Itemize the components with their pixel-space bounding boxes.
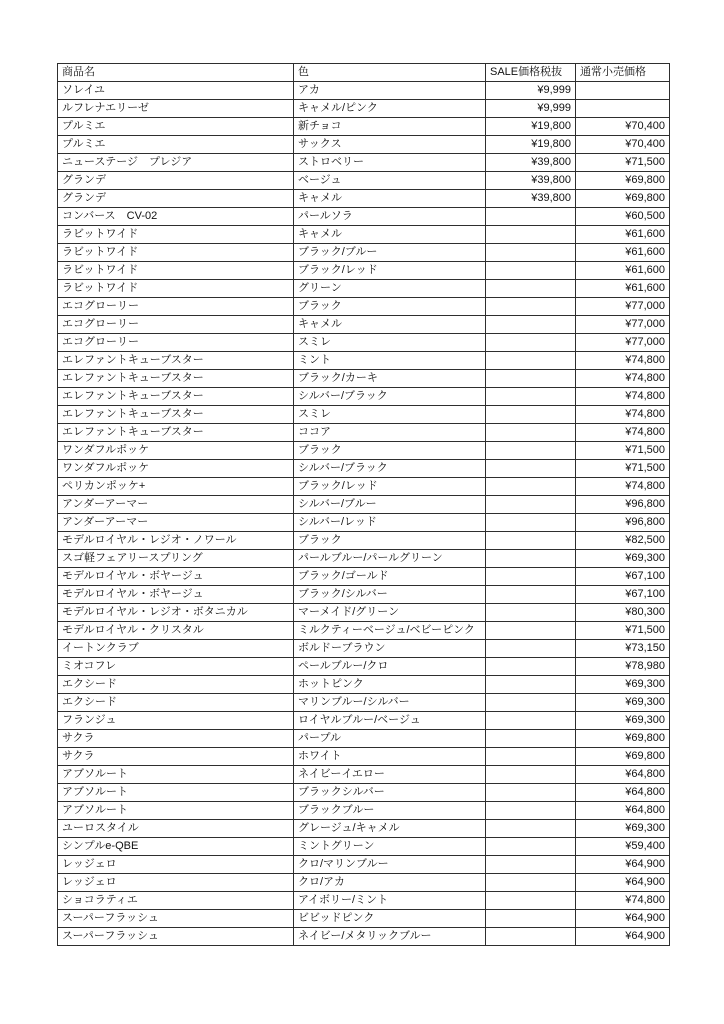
sale-price-cell <box>486 766 576 784</box>
regular-price-cell: ¥67,100 <box>576 586 670 604</box>
regular-price-cell: ¥74,800 <box>576 370 670 388</box>
sale-price-cell <box>486 370 576 388</box>
regular-price-cell: ¥96,800 <box>576 496 670 514</box>
regular-price-cell: ¥82,500 <box>576 532 670 550</box>
table-row <box>58 748 670 766</box>
product-name-cell: レッジェロ <box>58 874 294 892</box>
color-cell: パールソラ <box>294 208 486 226</box>
sale-price-cell <box>486 532 576 550</box>
sale-price-cell <box>486 604 576 622</box>
product-name-cell: アンダーアーマー <box>58 514 294 532</box>
color-cell: スミレ <box>294 406 486 424</box>
column-header-product-name: 商品名 <box>58 64 294 82</box>
color-cell: ホワイト <box>294 748 486 766</box>
color-cell: グリーン <box>294 280 486 298</box>
sale-price-cell <box>486 640 576 658</box>
regular-price-cell: ¥69,800 <box>576 748 670 766</box>
color-cell: ブラック <box>294 442 486 460</box>
regular-price-cell: ¥73,150 <box>576 640 670 658</box>
sale-price-cell <box>486 334 576 352</box>
table-row <box>58 100 670 118</box>
regular-price-cell: ¥96,800 <box>576 514 670 532</box>
product-name-cell: エレファントキューブスター <box>58 370 294 388</box>
sale-price-cell: ¥9,999 <box>486 100 576 118</box>
sale-price-cell <box>486 856 576 874</box>
product-name-cell: プルミエ <box>58 118 294 136</box>
product-name-cell: モデルロイヤル・ボヤージュ <box>58 586 294 604</box>
table-row <box>58 676 670 694</box>
table-row <box>58 532 670 550</box>
table-row <box>58 406 670 424</box>
color-cell: ミント <box>294 352 486 370</box>
color-cell: ミルクティーベージュ/ベビーピンク <box>294 622 486 640</box>
sale-price-cell <box>486 838 576 856</box>
product-name-cell: ミオコフレ <box>58 658 294 676</box>
product-name-cell: グランデ <box>58 172 294 190</box>
regular-price-cell: ¥59,400 <box>576 838 670 856</box>
sale-price-cell <box>486 784 576 802</box>
table-row <box>58 172 670 190</box>
product-name-cell: サクラ <box>58 730 294 748</box>
product-name-cell: プルミエ <box>58 136 294 154</box>
table-row <box>58 568 670 586</box>
color-cell: パールブルー/パールグリーン <box>294 550 486 568</box>
sale-price-cell <box>486 748 576 766</box>
color-cell: シルバー/ブルー <box>294 496 486 514</box>
color-cell: ブラック/シルバー <box>294 586 486 604</box>
sale-price-cell: ¥39,800 <box>486 172 576 190</box>
regular-price-cell: ¥61,600 <box>576 262 670 280</box>
column-header-regular-price: 通常小売価格 <box>576 64 670 82</box>
sale-price-cell <box>486 676 576 694</box>
table-body <box>58 82 670 946</box>
product-name-cell: モデルロイヤル・クリスタル <box>58 622 294 640</box>
regular-price-cell: ¥74,800 <box>576 478 670 496</box>
product-name-cell: ラビットワイド <box>58 280 294 298</box>
sale-price-cell <box>486 622 576 640</box>
color-cell: ココア <box>294 424 486 442</box>
table-row <box>58 136 670 154</box>
regular-price-cell: ¥74,800 <box>576 406 670 424</box>
sale-price-cell <box>486 298 576 316</box>
table-row <box>58 82 670 100</box>
sale-price-cell <box>486 496 576 514</box>
table-row <box>58 820 670 838</box>
sale-price-cell <box>486 514 576 532</box>
product-name-cell: ルフレナエリーゼ <box>58 100 294 118</box>
product-name-cell: モデルロイヤル・レジオ・ボタニカル <box>58 604 294 622</box>
product-name-cell: モデルロイヤル・レジオ・ノワール <box>58 532 294 550</box>
regular-price-cell: ¥64,900 <box>576 856 670 874</box>
regular-price-cell: ¥64,800 <box>576 802 670 820</box>
color-cell: スミレ <box>294 334 486 352</box>
product-name-cell: エクシード <box>58 676 294 694</box>
regular-price-cell: ¥64,900 <box>576 874 670 892</box>
color-cell: ブラック/レッド <box>294 478 486 496</box>
regular-price-cell: ¥71,500 <box>576 622 670 640</box>
sale-price-cell <box>486 388 576 406</box>
color-cell: シルバー/ブラック <box>294 388 486 406</box>
regular-price-cell: ¥61,600 <box>576 280 670 298</box>
regular-price-cell: ¥74,800 <box>576 892 670 910</box>
product-name-cell: ラビットワイド <box>58 262 294 280</box>
color-cell: シルバー/レッド <box>294 514 486 532</box>
color-cell: ビビッドピンク <box>294 910 486 928</box>
product-name-cell: ニューステージ プレジア <box>58 154 294 172</box>
product-name-cell: アブソルート <box>58 766 294 784</box>
regular-price-cell: ¥61,600 <box>576 244 670 262</box>
product-name-cell: アンダーアーマー <box>58 496 294 514</box>
color-cell: ブラック <box>294 532 486 550</box>
sale-price-cell <box>486 460 576 478</box>
regular-price-cell: ¥77,000 <box>576 316 670 334</box>
color-cell: ブラック/ブルー <box>294 244 486 262</box>
regular-price-cell: ¥69,800 <box>576 730 670 748</box>
sale-price-cell <box>486 478 576 496</box>
product-name-cell: ラビットワイド <box>58 226 294 244</box>
color-cell: ベージュ <box>294 172 486 190</box>
product-name-cell: サクラ <box>58 748 294 766</box>
table-row <box>58 496 670 514</box>
color-cell: ブラックブルー <box>294 802 486 820</box>
color-cell: アイボリー/ミント <box>294 892 486 910</box>
color-cell: キャメル/ピンク <box>294 100 486 118</box>
product-name-cell: エクシード <box>58 694 294 712</box>
color-cell: キャメル <box>294 316 486 334</box>
table-row <box>58 118 670 136</box>
table-row <box>58 910 670 928</box>
color-cell: ブラック/ゴールド <box>294 568 486 586</box>
sale-price-cell <box>486 280 576 298</box>
product-name-cell: ショコラティエ <box>58 892 294 910</box>
color-cell: シルバー/ブラック <box>294 460 486 478</box>
color-cell: ネイビー/メタリックブルー <box>294 928 486 946</box>
sale-price-cell <box>486 316 576 334</box>
sale-price-cell <box>486 892 576 910</box>
sale-price-cell <box>486 550 576 568</box>
product-name-cell: コンバース CV-02 <box>58 208 294 226</box>
table-row <box>58 388 670 406</box>
color-cell: ブラック/カーキ <box>294 370 486 388</box>
sale-price-cell <box>486 802 576 820</box>
table-row <box>58 460 670 478</box>
product-name-cell: イートンクラブ <box>58 640 294 658</box>
sale-price-cell: ¥39,800 <box>486 154 576 172</box>
product-name-cell: エコグローリー <box>58 298 294 316</box>
table-row <box>58 244 670 262</box>
sale-price-cell <box>486 406 576 424</box>
regular-price-cell: ¥71,500 <box>576 154 670 172</box>
table-row <box>58 334 670 352</box>
color-cell: キャメル <box>294 190 486 208</box>
product-name-cell: グランデ <box>58 190 294 208</box>
regular-price-cell: ¥80,300 <box>576 604 670 622</box>
regular-price-cell: ¥70,400 <box>576 118 670 136</box>
table-row <box>58 730 670 748</box>
table-row <box>58 370 670 388</box>
table-row <box>58 352 670 370</box>
product-name-cell: エレファントキューブスター <box>58 388 294 406</box>
regular-price-cell: ¥77,000 <box>576 298 670 316</box>
product-name-cell: エコグローリー <box>58 334 294 352</box>
column-header-color: 色 <box>294 64 486 82</box>
product-name-cell: ラビットワイド <box>58 244 294 262</box>
sale-price-cell <box>486 730 576 748</box>
sale-price-cell <box>486 910 576 928</box>
color-cell: サックス <box>294 136 486 154</box>
color-cell: ストロベリー <box>294 154 486 172</box>
table-row <box>58 712 670 730</box>
sale-price-cell <box>486 586 576 604</box>
table-row <box>58 802 670 820</box>
color-cell: ペールブルー/クロ <box>294 658 486 676</box>
table-row <box>58 874 670 892</box>
color-cell: ブラックシルバー <box>294 784 486 802</box>
sale-price-cell <box>486 694 576 712</box>
regular-price-cell: ¥69,300 <box>576 676 670 694</box>
product-name-cell: スゴ軽フェアリースプリング <box>58 550 294 568</box>
table-row <box>58 190 670 208</box>
table-row <box>58 838 670 856</box>
product-name-cell: シンプルe-QBE <box>58 838 294 856</box>
color-cell: グレージュ/キャメル <box>294 820 486 838</box>
sale-price-cell: ¥9,999 <box>486 82 576 100</box>
product-name-cell: レッジェロ <box>58 856 294 874</box>
product-name-cell: モデルロイヤル・ボヤージュ <box>58 568 294 586</box>
color-cell: クロ/アカ <box>294 874 486 892</box>
table-row <box>58 640 670 658</box>
product-name-cell: スーパーフラッシュ <box>58 910 294 928</box>
regular-price-cell: ¥71,500 <box>576 442 670 460</box>
product-name-cell: スーパーフラッシュ <box>58 928 294 946</box>
regular-price-cell: ¥77,000 <box>576 334 670 352</box>
color-cell: ネイビーイエロー <box>294 766 486 784</box>
regular-price-cell: ¥74,800 <box>576 352 670 370</box>
color-cell: ブラック <box>294 298 486 316</box>
table-row <box>58 694 670 712</box>
regular-price-cell: ¥64,800 <box>576 766 670 784</box>
regular-price-cell <box>576 82 670 100</box>
regular-price-cell: ¥67,100 <box>576 568 670 586</box>
color-cell: キャメル <box>294 226 486 244</box>
regular-price-cell: ¥60,500 <box>576 208 670 226</box>
regular-price-cell: ¥69,800 <box>576 172 670 190</box>
product-name-cell: ユーロスタイル <box>58 820 294 838</box>
table-row <box>58 856 670 874</box>
color-cell: ロイヤルブルー/ベージュ <box>294 712 486 730</box>
sale-price-cell <box>486 928 576 946</box>
product-name-cell: ソレイユ <box>58 82 294 100</box>
color-cell: ホットピンク <box>294 676 486 694</box>
table-row <box>58 226 670 244</box>
regular-price-cell: ¥70,400 <box>576 136 670 154</box>
product-name-cell: ワンダフルポッケ <box>58 460 294 478</box>
product-name-cell: エレファントキューブスター <box>58 352 294 370</box>
table-row <box>58 928 670 946</box>
color-cell: 新チョコ <box>294 118 486 136</box>
sale-price-cell <box>486 208 576 226</box>
sale-price-cell <box>486 568 576 586</box>
sale-price-cell: ¥19,800 <box>486 118 576 136</box>
regular-price-cell: ¥64,900 <box>576 928 670 946</box>
regular-price-cell: ¥71,500 <box>576 460 670 478</box>
regular-price-cell <box>576 100 670 118</box>
regular-price-cell: ¥61,600 <box>576 226 670 244</box>
table-row <box>58 208 670 226</box>
table-row <box>58 622 670 640</box>
table-row <box>58 262 670 280</box>
sale-price-cell <box>486 352 576 370</box>
color-cell: ボルドーブラウン <box>294 640 486 658</box>
sale-price-cell <box>486 712 576 730</box>
color-cell: マーメイド/グリーン <box>294 604 486 622</box>
color-cell: ブラック/レッド <box>294 262 486 280</box>
table-row <box>58 442 670 460</box>
regular-price-cell: ¥69,300 <box>576 694 670 712</box>
color-cell: マリンブルー/シルバー <box>294 694 486 712</box>
product-name-cell: アブソルート <box>58 784 294 802</box>
table-row <box>58 298 670 316</box>
product-name-cell: ワンダフルポッケ <box>58 442 294 460</box>
table-row <box>58 586 670 604</box>
regular-price-cell: ¥74,800 <box>576 388 670 406</box>
table-row <box>58 316 670 334</box>
color-cell: ミントグリーン <box>294 838 486 856</box>
table-row <box>58 424 670 442</box>
color-cell: パープル <box>294 730 486 748</box>
sale-price-cell <box>486 262 576 280</box>
product-name-cell: エレファントキューブスター <box>58 424 294 442</box>
price-table <box>57 63 670 946</box>
regular-price-cell: ¥64,800 <box>576 784 670 802</box>
table-header-row <box>58 64 670 82</box>
table-row <box>58 280 670 298</box>
sale-price-cell <box>486 658 576 676</box>
sale-price-cell <box>486 442 576 460</box>
table-row <box>58 658 670 676</box>
sale-price-cell <box>486 424 576 442</box>
sale-price-cell <box>486 820 576 838</box>
sale-price-cell: ¥19,800 <box>486 136 576 154</box>
regular-price-cell: ¥69,300 <box>576 820 670 838</box>
product-name-cell: ペリカンポッケ+ <box>58 478 294 496</box>
table-row <box>58 604 670 622</box>
table-row <box>58 550 670 568</box>
table-row <box>58 892 670 910</box>
color-cell: アカ <box>294 82 486 100</box>
product-name-cell: エコグローリー <box>58 316 294 334</box>
product-name-cell: フランジュ <box>58 712 294 730</box>
sale-price-cell <box>486 226 576 244</box>
table-row <box>58 784 670 802</box>
regular-price-cell: ¥74,800 <box>576 424 670 442</box>
table-row <box>58 766 670 784</box>
sale-price-cell <box>486 244 576 262</box>
regular-price-cell: ¥69,300 <box>576 712 670 730</box>
product-name-cell: エレファントキューブスター <box>58 406 294 424</box>
color-cell: クロ/マリンブルー <box>294 856 486 874</box>
sale-price-cell <box>486 874 576 892</box>
table-row <box>58 154 670 172</box>
sale-price-cell: ¥39,800 <box>486 190 576 208</box>
column-header-sale-price: SALE価格税抜 <box>486 64 576 82</box>
regular-price-cell: ¥69,300 <box>576 550 670 568</box>
regular-price-cell: ¥64,900 <box>576 910 670 928</box>
regular-price-cell: ¥78,980 <box>576 658 670 676</box>
product-name-cell: アブソルート <box>58 802 294 820</box>
regular-price-cell: ¥69,800 <box>576 190 670 208</box>
table-row <box>58 478 670 496</box>
table-row <box>58 514 670 532</box>
